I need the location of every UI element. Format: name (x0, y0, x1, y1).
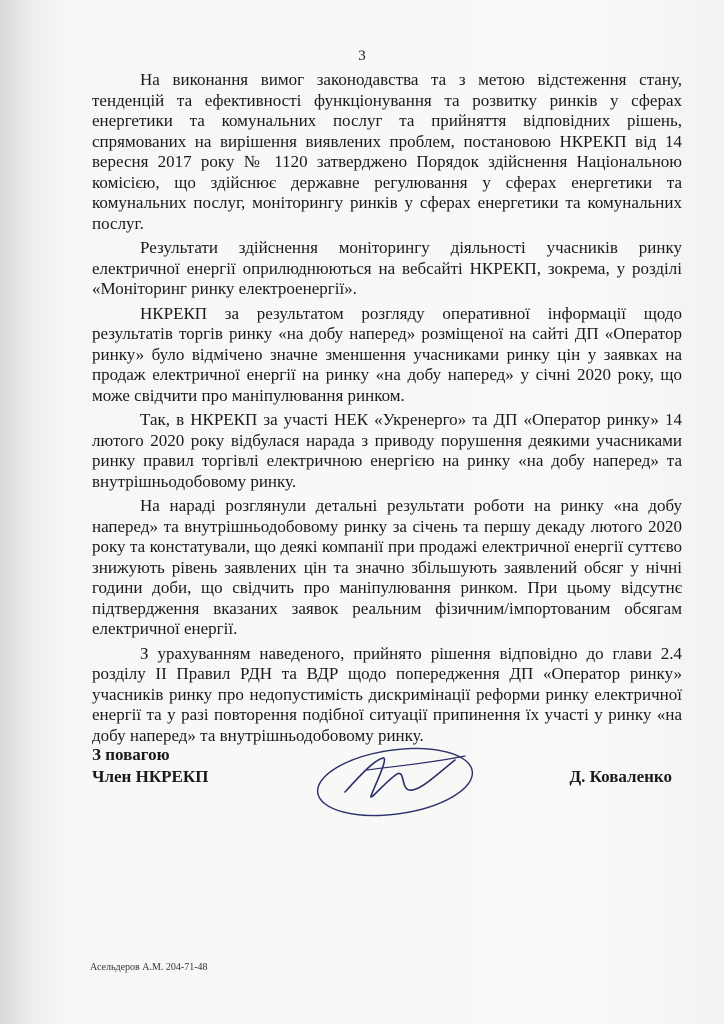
page-number: 3 (358, 48, 366, 64)
paragraph-monitoring-results: Результати здійснення моніторингу діяльності учасників ринку електричної енергії оприлюднюються на вебсайті НКРЕКП, зокрема, у розділі «Моніторинг ринку електроенергії». (92, 238, 682, 298)
signer-position: Член НКРЕКП (92, 767, 209, 786)
paragraph-meeting-results: На нараді розглянули детальні результати роботи на ринку «на добу наперед» та внутрішньодобовому ринку за січень та першу декаду лютого 2020 року та констатували, що деякі компанії при продажі електричної енергії суттєво знижують рівень заявлених цін та значно збільшують заявлений обсяг у нічні години доби, що свідчить про маніпулювання ринком. При цьому відсутнє підтвердження вказаних заявок реальним фізичним/імпортованим обсягам електричної енергії. (92, 496, 682, 638)
letter-body (92, 70, 682, 750)
paragraph-monitoring-procedure: На виконання вимог законодавства та з метою відстеження стану, тенденцій та ефективності функціонування та розвитку ринків у сферах енергетики та комунальних послуг та прийняття відповідних рішень, спрямованих на вирішення виявлених проблем, постановою НКРЕКП від 14 вересня 2017 року № 1120 затверджено Порядок здійснення Національною комісією, що здійснює державне регулювання у сферах енергетики та комунальних послуг, моніторингу ринків у сферах енергетики та комунальних послуг. (92, 70, 682, 233)
paragraph-decision: З урахуванням наведеного, прийнято рішення відповідно до глави 2.4 розділу ІІ Правил РДН та ВДР щодо попередження ДП «Оператор ринку» учасників ринку про недопустимість дискримінації реформи ринку електричної енергії та у разі повторення подібної ситуації припинення їх участі у ринку «на добу наперед» та внутрішньодобовому ринку. (92, 643, 682, 745)
signer-name: Д. Коваленко (569, 767, 672, 786)
paragraph-meeting: Так, в НКРЕКП за участі НЕК «Укренерго» та ДП «Оператор ринку» 14 лютого 2020 року відбулася нарада з приводу порушення деякими учасниками ринку правил торгівлі електричною енергією на ринку «на добу наперед» та внутрішньодобовому ринку. (92, 410, 682, 491)
closing-phrase: З повагою (92, 745, 170, 764)
executor-info: Асельдеров А.М. 204-71-48 (90, 962, 208, 973)
paragraph-price-reduction: НКРЕКП за результатом розгляду оперативної інформації щодо результатів торгів ринку «на добу наперед» розміщеної на сайті ДП «Оператор ринку» було відмічено значне зменшення учасниками ринку цін у заявках на продаж електричної енергії на ринку «на добу наперед» у січні 2020 року, що може свідчити про маніпулювання ринком. (92, 303, 682, 405)
handwritten-signature (305, 730, 480, 820)
